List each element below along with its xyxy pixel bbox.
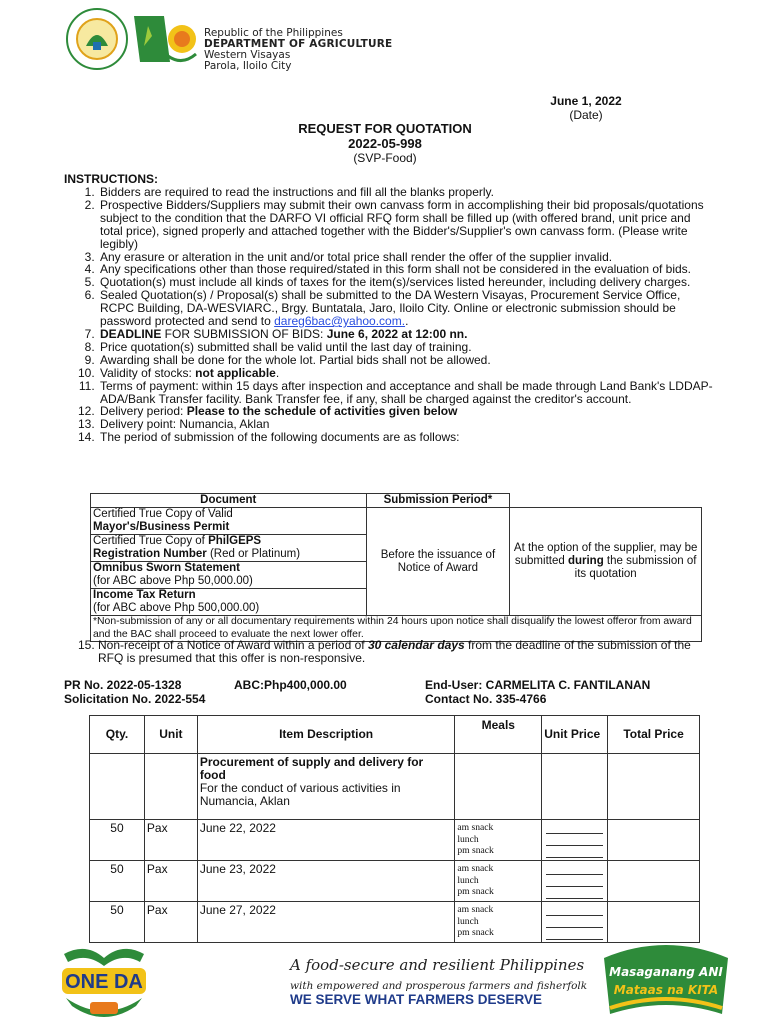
doc-row <box>91 508 367 535</box>
header-department: DEPARTMENT OF AGRICULTURE <box>204 38 393 50</box>
meal-label: pm snack <box>457 845 494 857</box>
doc-text: PhilGEPS <box>208 535 262 547</box>
unit-cell: Pax <box>144 902 197 943</box>
da-logo-icon <box>64 6 200 72</box>
date-cell: June 27, 2022 <box>197 902 455 943</box>
unit-cell: Pax <box>144 861 197 902</box>
instruction-bold: not applicable <box>195 365 276 380</box>
period-text: the submission of its quotation <box>574 555 697 580</box>
deadline-label: DEADLINE <box>100 326 162 341</box>
blank-line <box>546 834 603 846</box>
instruction-punct: . <box>405 314 409 329</box>
meals-cell <box>455 754 542 820</box>
meals-cell <box>455 820 542 861</box>
instruction-item: 4. Any specifications other than those required/stated in this form shall not be considered in the evaluation of bids. <box>98 263 714 276</box>
header-region: Western Visayas <box>204 49 291 61</box>
period-col-header: Submission Period* <box>366 494 510 508</box>
meal-label: pm snack <box>457 886 494 898</box>
doc-text: Omnibus Sworn Statement <box>93 562 240 574</box>
unit-price-cell <box>542 754 608 820</box>
instructions-heading: INSTRUCTIONS: <box>64 172 158 186</box>
meals-cell <box>455 861 542 902</box>
unit-price-cell[interactable] <box>542 820 608 861</box>
doc-note: *Non-submission of any or all documentary requirements within 24 hours upon notice shall disqualify the lowest offeror from award and the BAC shall proceed to evaluate the next lower offer. <box>91 616 702 642</box>
contact-number: Contact No. 335-4766 <box>425 692 547 706</box>
date-cell: June 22, 2022 <box>197 820 455 861</box>
period-option <box>510 508 702 616</box>
doc-text: Registration Number <box>93 548 207 560</box>
masaganang-logo-icon <box>596 938 736 1022</box>
blank-line <box>546 822 603 834</box>
date-cell: June 23, 2022 <box>197 861 455 902</box>
period-bold: during <box>567 555 604 567</box>
blank-cell <box>510 494 702 508</box>
doc-row <box>91 535 367 562</box>
instruction-bold: 30 calendar days <box>367 638 465 652</box>
unit-price-cell[interactable] <box>542 861 608 902</box>
procurement-title: Procurement of supply and delivery for food <box>199 755 424 782</box>
instruction-text: Non-receipt of a Notice of Award within a period of <box>98 638 368 652</box>
unit-cell <box>144 754 197 820</box>
end-user: End-User: CARMELITA C. FANTILANAN <box>425 678 651 692</box>
blank-line <box>546 875 603 887</box>
slogan-sub: with empowered and prosperous farmers and fisherfolk <box>290 980 588 992</box>
header-address: Parola, Iloilo City <box>204 60 292 72</box>
doc-text: (for ABC above Php 50,000.00) <box>93 575 253 587</box>
rfq-category: (SVP-Food) <box>353 151 417 165</box>
meals-cell <box>455 902 542 943</box>
instruction-text: Delivery period: <box>100 404 187 419</box>
instruction-item: 9. Awarding shall be done for the whole lot. Partial bids shall not be allowed. <box>98 354 714 367</box>
date-label: (Date) <box>569 108 603 122</box>
doc-row <box>91 589 367 616</box>
email-link[interactable]: dareg6bac@yahoo.com. <box>274 314 406 329</box>
pr-number: PR No. 2022-05-1328 <box>64 678 182 692</box>
description-cell <box>197 754 455 820</box>
meal-label: lunch <box>457 874 479 886</box>
items-table <box>89 715 700 943</box>
unit-price-cell[interactable] <box>542 902 608 943</box>
qty-cell: 50 <box>90 861 145 902</box>
blank-line <box>546 916 603 928</box>
unit-price-header: Unit Price <box>542 716 608 754</box>
blank-line <box>546 846 603 858</box>
meal-label: lunch <box>457 833 479 845</box>
total-price-cell[interactable] <box>608 820 700 861</box>
instruction-item <box>98 367 714 380</box>
page-title: REQUEST FOR QUOTATION <box>298 121 472 136</box>
documents-table <box>90 493 702 642</box>
period-before-award: Before the issuance of Notice of Award <box>366 508 510 616</box>
table-row <box>90 861 700 902</box>
instruction-text: FOR SUBMISSION OF BIDS: <box>161 326 327 341</box>
instruction-punct: . <box>275 365 280 380</box>
unit-header: Unit <box>144 716 197 754</box>
blank-line <box>546 887 603 899</box>
oneda-logo-icon <box>56 944 152 1024</box>
doc-text: (for ABC above Php 500,000.00) <box>93 602 260 614</box>
unit-cell: Pax <box>144 820 197 861</box>
blank-line <box>546 904 603 916</box>
total-price-cell[interactable] <box>608 861 700 902</box>
svg-text:Mataas na KITA: Mataas na KITA <box>613 983 719 997</box>
rfq-number: 2022-05-998 <box>348 136 422 151</box>
doc-text: Mayor's/Business Permit <box>93 521 230 533</box>
doc-text: Certified True Copy of <box>93 535 209 547</box>
instruction-item: 14. The period of submission of the following documents are as follows: <box>98 431 714 444</box>
date-value: June 1, 2022 <box>550 94 622 108</box>
meal-label: am snack <box>457 904 494 915</box>
instruction-item: 8. Price quotation(s) submitted shall be valid until the last day of training. <box>98 341 714 354</box>
instruction-item: 11. Terms of payment: within 15 days after inspection and acceptance and shall be made through Land Bank's LDDAP-ADA/Bank Transfer facility. Bank Transfer fee, if any, shall be charged against the creditor's account. <box>98 380 714 406</box>
instruction-item: 3. Any erasure or alteration in the unit and/or total price shall render the offer of the supplier invalid. <box>98 251 714 264</box>
instruction-item <box>98 328 714 341</box>
date-block <box>526 94 646 122</box>
blank-line <box>546 928 603 940</box>
period-text: At the option of the supplier, may be submitted <box>513 542 698 567</box>
total-price-header: Total Price <box>608 716 700 754</box>
total-price-cell[interactable] <box>608 902 700 943</box>
doc-text: Income Tax Return <box>93 589 196 601</box>
purpose-text: For the conduct of various activities in Numancia, Aklan <box>199 781 401 808</box>
instruction-item <box>98 639 714 665</box>
solicitation-number: Solicitation No. 2022-554 <box>64 692 206 706</box>
instructions-list <box>64 186 714 444</box>
slogan-main: A food-secure and resilient Philippines <box>290 956 585 974</box>
meal-label: am snack <box>457 863 494 874</box>
doc-row <box>91 562 367 589</box>
svg-text:Masaganang ANI: Masaganang ANI <box>609 965 723 979</box>
instruction-item: 13. Delivery point: Numancia, Aklan <box>98 418 714 431</box>
doc-text: Certified True Copy of Valid <box>93 508 233 520</box>
meal-label: pm snack <box>457 927 494 939</box>
meals-header: Meals <box>455 716 542 754</box>
doc-text: (Red or Platinum) <box>206 548 301 560</box>
table-row <box>90 820 700 861</box>
qty-cell: 50 <box>90 902 145 943</box>
oneda-text: ONE DA <box>65 971 143 993</box>
instruction-item <box>98 289 714 328</box>
blank-line <box>546 863 603 875</box>
doc-col-header: Document <box>91 494 367 508</box>
deadline-date: June 6, 2022 at 12:00 nn. <box>326 326 468 341</box>
qty-header: Qty. <box>90 716 145 754</box>
instruction-text: Sealed Quotation(s) / Proposal(s) shall be submitted to the DA Western Visayas, Procurement Service Office, RCPC Building, DA-WESVIARC., Brgy. Buntatala, Jaro, Iloilo City. Online or electronic submission should be password protected and send to <box>100 288 681 329</box>
header-republic: Republic of the Philippines <box>204 27 343 39</box>
slogan-serve: WE SERVE WHAT FARMERS DESERVE <box>290 992 543 1007</box>
qty-cell <box>90 754 145 820</box>
table-row <box>90 902 700 943</box>
abc-amount: ABC:Php400,000.00 <box>234 678 347 692</box>
qty-cell: 50 <box>90 820 145 861</box>
meal-label: lunch <box>457 915 479 927</box>
instruction-text: from the deadline of the submission of the RFQ is presumed that this offer is non-responsive. <box>98 638 691 665</box>
total-price-cell <box>608 754 700 820</box>
instruction-item: 2. Prospective Bidders/Suppliers may submit their own canvass form in accomplishing their bid proposals/quotations subject to the condition that the DARFO VI official RFQ form shall be filled up (with offered brand, unit price and total price), signed properly and attached together with the Bidder's/Supplier's own canvass form. (Please write legibly) <box>98 199 714 251</box>
instruction-bold: Please to the schedule of activities given below <box>186 404 458 419</box>
instruction-item: 5. Quotation(s) must include all kinds of taxes for the item(s)/services listed hereunder, including delivery charges. <box>98 276 714 289</box>
instruction-item: 1. Bidders are required to read the instructions and fill all the blanks properly. <box>98 186 714 199</box>
instructions-list-continued <box>64 639 714 665</box>
meal-label: am snack <box>457 822 494 833</box>
instruction-text: Validity of stocks: <box>100 365 196 380</box>
description-header: Item Description <box>197 716 455 754</box>
